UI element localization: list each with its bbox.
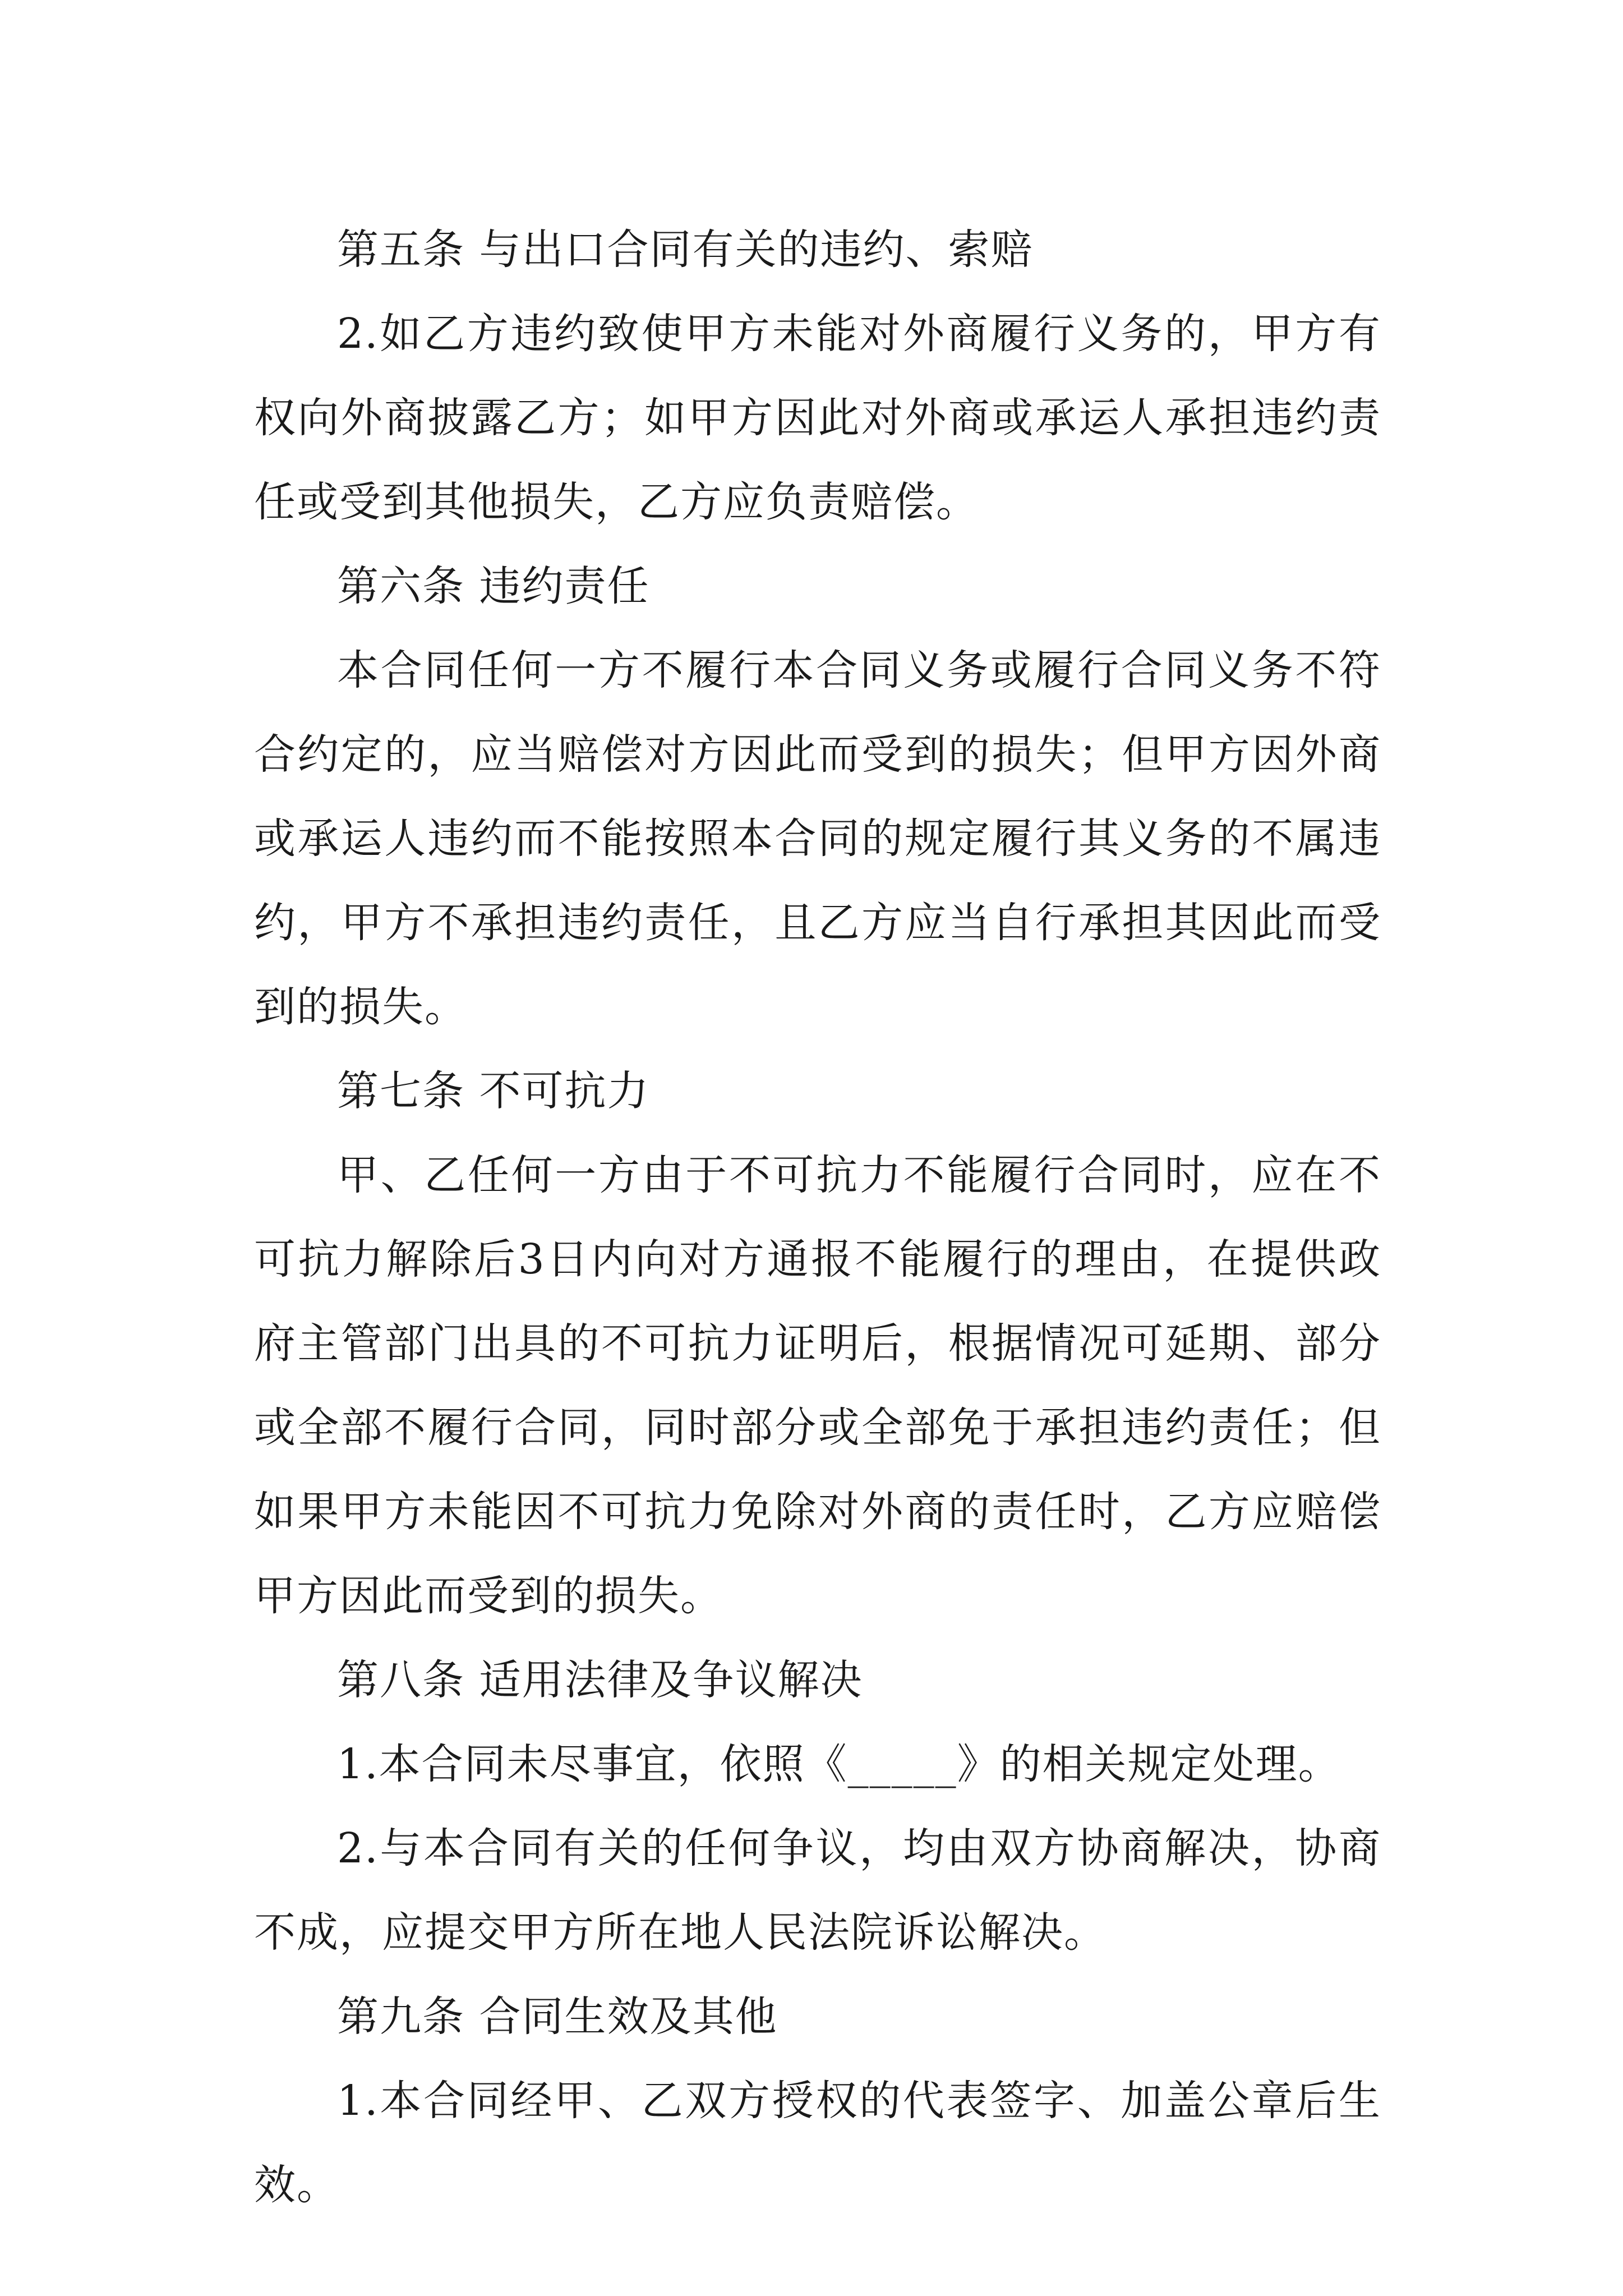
article-7-heading: 第七条 不可抗力 — [337, 1067, 650, 1115]
article-7-body: 甲、乙任何一方由于不可抗力不能履行合同时，应在不可抗力解除后3日内向对方通报不能履行的理由，在提供政府主管部门出具的不可抗力证明后，根据情况可延期、部分或全部不履行合同，同时部分或全部免于承担违约责任；但如果甲方未能因不可抗力免除对外商的责任时，乙方应赔偿甲方因此而受到的损失。 — [254, 1151, 1381, 1620]
article-8-clause-1: 1.本合同未尽事宜，依照《_____》的相关规定处理。 — [337, 1740, 1341, 1788]
article-8-clause-2: 2.与本合同有关的任何争议，均由双方协商解决，协商不成，应提交甲方所在地人民法院诉讼解决。 — [254, 1824, 1381, 1957]
article-9-clause-1: 1.本合同经甲、乙双方授权的代表签字、加盖公章后生效。 — [254, 2077, 1381, 2209]
article-9-heading: 第九条 合同生效及其他 — [337, 1993, 778, 2041]
article-5-clause-2: 2.如乙方违约致使甲方未能对外商履行义务的，甲方有权向外商披露乙方；如甲方因此对外商或承运人承担违约责任或受到其他损失，乙方应负责赔偿。 — [254, 310, 1381, 526]
article-6-body: 本合同任何一方不履行本合同义务或履行合同义务不符合约定的，应当赔偿对方因此而受到的损失；但甲方因外商或承运人违约而不能按照本合同的规定履行其义务的不属违约，甲方不承担违约责任，且乙方应当自行承担其因此而受到的损失。 — [254, 646, 1381, 1031]
article-6-heading: 第六条 违约责任 — [337, 562, 650, 610]
article-5-heading: 第五条 与出口合同有关的违约、索赔 — [337, 226, 1034, 274]
article-8-heading: 第八条 适用法律及争议解决 — [337, 1656, 863, 1704]
document-body — [254, 208, 1381, 2227]
